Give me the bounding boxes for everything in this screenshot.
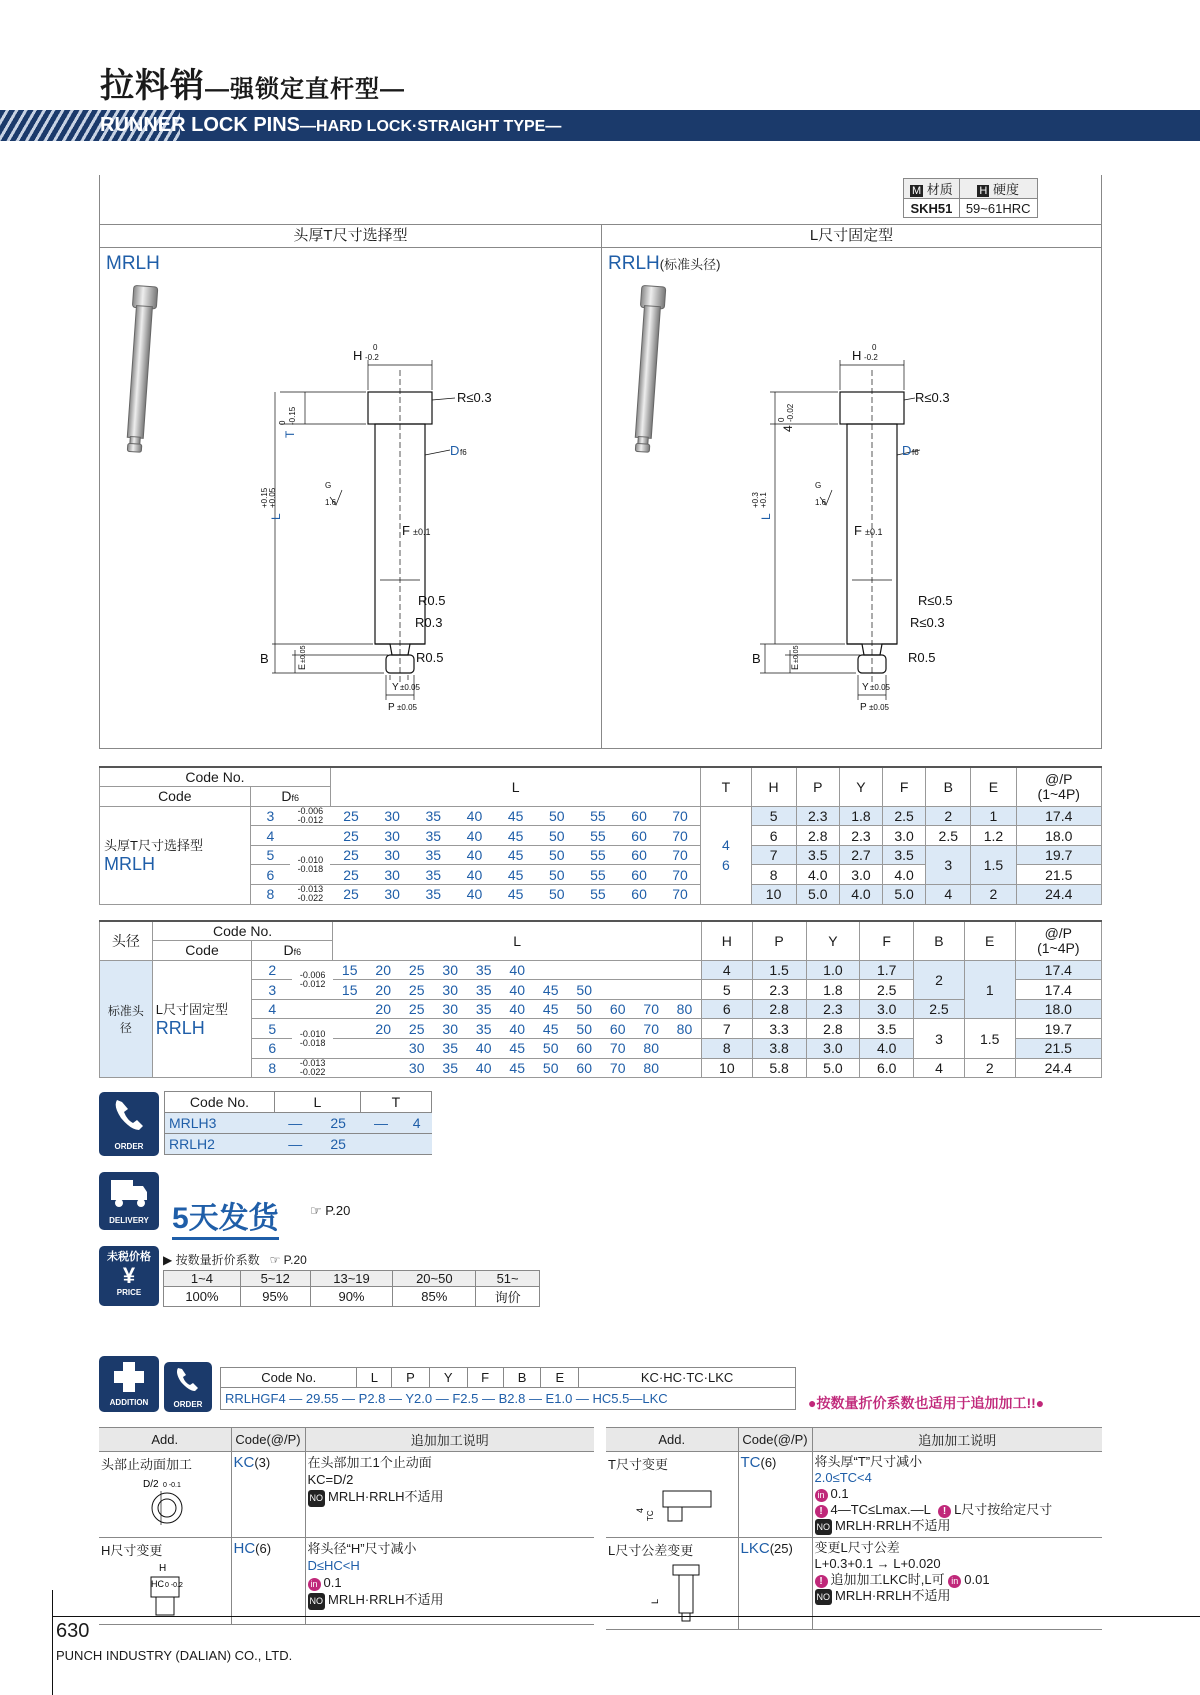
svg-text:0: 0	[373, 343, 378, 352]
svg-text:Y: Y	[392, 682, 399, 693]
price-icon: 未税价格 ¥ PRICE	[99, 1246, 159, 1306]
svg-text:R0.5: R0.5	[418, 593, 446, 608]
mrlh-row: 8 -0.013 -0.022 25 30 35 40 45 50 55 60 70 10 5.0 4.0 5.0 4 2 24.4	[100, 885, 1102, 905]
svg-text:±0.05: ±0.05	[869, 703, 889, 710]
footer-rule	[52, 1590, 53, 1695]
svg-text:G: G	[325, 481, 332, 490]
left-model: MRLH	[106, 253, 160, 274]
svg-text:H: H	[159, 1563, 167, 1574]
svg-text:L: L	[759, 513, 773, 520]
svg-text:Y: Y	[862, 682, 869, 693]
svg-text:R≤0.5: R≤0.5	[918, 593, 953, 608]
order-icon: ORDER	[99, 1092, 159, 1156]
panel-divider	[601, 248, 602, 749]
svg-text:0: 0	[777, 417, 786, 422]
svg-text:4: 4	[635, 1507, 645, 1513]
svg-text:4: 4	[781, 425, 795, 432]
svg-text:0 -0.2: 0 -0.2	[165, 1582, 183, 1589]
svg-text:1.6: 1.6	[325, 498, 337, 507]
mrlh-row: 6 25 30 35 40 45 50 55 60 70 8 4.0 3.0 4.0 21.5	[100, 865, 1102, 885]
svg-text:±0.05: ±0.05	[400, 683, 420, 692]
addition-note: ●按数量折价系数也适用于追加加工!!●	[808, 1395, 1045, 1411]
delivery-days: 5天发货	[172, 1193, 279, 1240]
mrlh-drawing	[250, 330, 550, 710]
svg-text:HC: HC	[151, 1579, 164, 1589]
svg-text:P: P	[860, 702, 867, 710]
svg-text:L: L	[650, 1598, 660, 1604]
svg-text:D: D	[902, 443, 912, 458]
rrlh-drawing	[750, 330, 1050, 710]
svg-text:L: L	[269, 513, 283, 520]
rrlh-photo	[618, 280, 678, 460]
svg-text:R0.5: R0.5	[908, 650, 936, 665]
svg-text:B: B	[260, 651, 269, 666]
rrlh-row: 标准头径 L尺寸固定型 RRLH 2 -0.006 -0.012 15 20 25 30 35 40 4 1.5 1.0 1.7 2 1 17.4	[100, 960, 1102, 980]
mrlh-row: 5 -0.010 -0.018 25 30 35 40 45 50 55 60 70 7 3.5 2.7 3.5 3 1.5 19.7	[100, 845, 1102, 865]
svg-text:E: E	[297, 663, 307, 670]
rrlh-row: 6 30 35 40 45 50 60 70 80 8 3.8 3.0 4.0 21.5	[100, 1039, 1102, 1059]
delivery-ref[interactable]: ☞ P.20	[310, 1203, 351, 1218]
svg-text:+0.15: +0.15	[260, 487, 269, 508]
svg-text:R0.3: R0.3	[415, 615, 443, 630]
additions-left-table: Add. Code(@/P) 追加加工说明 头部止动面加工 D/2 0 -0.1 KC(3) 在头部加工1个止动面 KC=D/2 NO MRLH·RRLH不适用 H尺寸变更 H HC 0 -0.2 HC(6) 将头径“H”尺寸减小 D≤HC<H in 0.1 NO MRLH·RRLH不适用	[99, 1427, 594, 1625]
svg-text:±0.05: ±0.05	[870, 683, 890, 692]
svg-text:+0.3: +0.3	[751, 492, 760, 508]
company-name: PUNCH INDUSTRY (DALIAN) CO., LTD.	[56, 1648, 293, 1663]
svg-text:0 -0.1: 0 -0.1	[163, 1482, 181, 1489]
right-model: RRLH(标准头径)	[608, 253, 721, 274]
order-row: MRLH3 — 25 — 4	[165, 1113, 432, 1134]
svg-text:F: F	[854, 523, 862, 538]
kc-figure	[101, 1473, 221, 1528]
svg-text:±0.05: ±0.05	[793, 645, 800, 663]
svg-text:-0.02: -0.02	[786, 403, 795, 422]
mrlh-spec-table: Code No. L T H P Y F B E @/P (1~4P) Code Df6 头厚T尺寸选择型 MRLH 3 -0.006 -0.012 25 30 35 40 45 50 55 60 70 4 6 5 2.3 1.8 2.5 2 1 17.4 4 25 30 35 40 45 50 55 60 70 6 2.8 2.3 3.0 2.5 1.2 18.0 5 -0.010 -0.018 25 30 35 40 45 50 55 60 70 7 3.5 2.7 3.5 3 1.5 19.7 6 25 30 35 40 45 50 55 60 70 8 4.0 3.0 4.0 21.5 8 -0.013 -0.022 25 30 35 40 45 50 55 60 70 10 5.0 4.0 5.0 4 2 24.4	[99, 766, 1102, 905]
delivery-icon: DELIVERY	[99, 1172, 159, 1230]
mrlh-row: 4 25 30 35 40 45 50 55 60 70 6 2.8 2.3 3.0 2.5 1.2 18.0	[100, 826, 1102, 846]
order-example-table: Code No. L T MRLH3 — 25 — 4 RRLH2 — 25	[164, 1091, 432, 1155]
order-row: RRLH2 — 25	[165, 1134, 432, 1155]
rrlh-row: 4 20 25 30 35 40 45 50 60 70 80 6 2.8 2.3 3.0 2.5 18.0	[100, 999, 1102, 1019]
lkc-figure	[608, 1559, 728, 1624]
hc-figure	[101, 1559, 221, 1619]
svg-text:-0.15: -0.15	[288, 406, 297, 425]
svg-text:D: D	[450, 443, 460, 458]
rrlh-spec-table: 头径 Code No. L H P Y F B E @/P (1~4P) Code Df6 标准头径 L尺寸固定型 RRLH 2 -0.006 -0.012 15 20 25 30 35 40 4 1.5 1.0 1.7 2 1 17.4 3 15 20 25 30 35 40 45 50 5 2.3 1.8 2.5 17.4 4 20 25 30 35 40 45 50 60 70 80 6 2.8 2.3 3.0 2.5 18.0 5 -0.010 -0.018 20 25 30 35 40 45 50 60 70 80 7 3.3 2.8 3.5 3 1.5 19.7 6 30 35 40 45 50 60 70 80 8 3.8 3.0 4.0 21.5 8 -0.013 -0.022 30 35 40 45 50 60 70 80 10 5.8 5.0 6.0 4 2 24.4	[99, 920, 1102, 1078]
rrlh-row: 5 -0.010 -0.018 20 25 30 35 40 45 50 60 70 80 7 3.3 2.8 3.5 3 1.5 19.7	[100, 1019, 1102, 1039]
title-bar	[0, 110, 1200, 141]
mrlh-row: 头厚T尺寸选择型 MRLH 3 -0.006 -0.012 25 30 35 40 45 50 55 60 70 4 6 5 2.3 1.8 2.5 2 1 17.4	[100, 806, 1102, 826]
rrlh-row: 3 15 20 25 30 35 40 45 50 5 2.3 1.8 2.5 17.4	[100, 980, 1102, 1000]
mrlh-photo	[110, 280, 170, 460]
addition-order-icon: ORDER	[164, 1362, 212, 1412]
page-title-cn: 拉料销—强锁定直杆型—	[100, 67, 405, 105]
addition-order-table: Code No. L P Y F B E KC·HC·TC·LKC RRLHGF4 — 29.55 — P2.8 — Y2.0 — F2.5 — B2.8 — E1.0 — HC5.5—LKC	[220, 1367, 796, 1410]
svg-text:+0.1: +0.1	[759, 492, 768, 508]
svg-text:0: 0	[872, 343, 877, 352]
svg-text:D/2: D/2	[143, 1479, 159, 1490]
mrlh-type-cell: 头厚T尺寸选择型 MRLH	[100, 806, 251, 904]
page-title-en: RUNNER LOCK PINS—HARD LOCK·STRAIGHT TYPE—	[100, 114, 562, 136]
svg-text:E: E	[790, 663, 800, 670]
left-panel-header: 头厚T尺寸选择型	[99, 224, 602, 248]
price-title: ▶ 按数量折价系数 ☞ P.20	[163, 1253, 307, 1267]
svg-text:1.6: 1.6	[815, 498, 827, 507]
svg-text:R≤0.3: R≤0.3	[457, 390, 492, 405]
svg-text:G: G	[815, 481, 822, 490]
svg-text:TC: TC	[646, 1510, 655, 1521]
svg-text:±0.1: ±0.1	[413, 527, 431, 537]
svg-text:H: H	[852, 348, 862, 363]
svg-text:f6: f6	[912, 448, 919, 457]
addition-icon: ADDITION	[99, 1356, 159, 1412]
svg-text:P: P	[388, 702, 395, 710]
right-panel-header: L尺寸固定型	[601, 224, 1102, 248]
svg-text:R≤0.3: R≤0.3	[910, 615, 945, 630]
tc-figure	[608, 1473, 728, 1528]
svg-text:0: 0	[278, 420, 287, 425]
svg-text:T: T	[283, 430, 297, 438]
svg-text:±0.05: ±0.05	[397, 703, 417, 710]
svg-text:R≤0.3: R≤0.3	[915, 390, 950, 405]
footer-line	[52, 1616, 1200, 1617]
svg-text:+0.05: +0.05	[268, 487, 277, 508]
page-number: 630	[56, 1620, 90, 1642]
svg-text:±0.05: ±0.05	[300, 645, 307, 663]
svg-text:B: B	[752, 651, 761, 666]
svg-text:-0.2: -0.2	[365, 353, 379, 362]
svg-text:F: F	[402, 523, 410, 538]
svg-text:-0.2: -0.2	[864, 353, 878, 362]
svg-text:H: H	[353, 348, 363, 363]
additions-right-table: Add. Code(@/P) 追加加工说明 T尺寸变更 4 TC TC(6) 将头厚“T”尺寸减小 2.0≤TC<4 in 0.1 ! 4—TC≤Lmax.—L ! L尺寸按给定尺寸 NO MRLH·RRLH不适用 L尺寸公差变更 L LKC(25) 变更L尺寸公差 L+0.3+0.1 → L+0.020 ! 追加加工LKC时,L可 in 0.01 NO MRLH·RRLH不适用	[606, 1427, 1102, 1630]
svg-text:R0.5: R0.5	[416, 650, 444, 665]
svg-text:±0.1: ±0.1	[865, 527, 883, 537]
qty-discount-table: 1~4 5~12 13~19 20~50 51~ 100% 95% 90% 85% 询价	[163, 1270, 540, 1307]
svg-text:f6: f6	[460, 448, 467, 457]
material-table: M 材质 H 硬度 SKH51 59~61HRC	[903, 178, 1038, 218]
rrlh-row: 8 -0.013 -0.022 30 35 40 45 50 60 70 80 10 5.8 5.0 6.0 4 2 24.4	[100, 1058, 1102, 1078]
